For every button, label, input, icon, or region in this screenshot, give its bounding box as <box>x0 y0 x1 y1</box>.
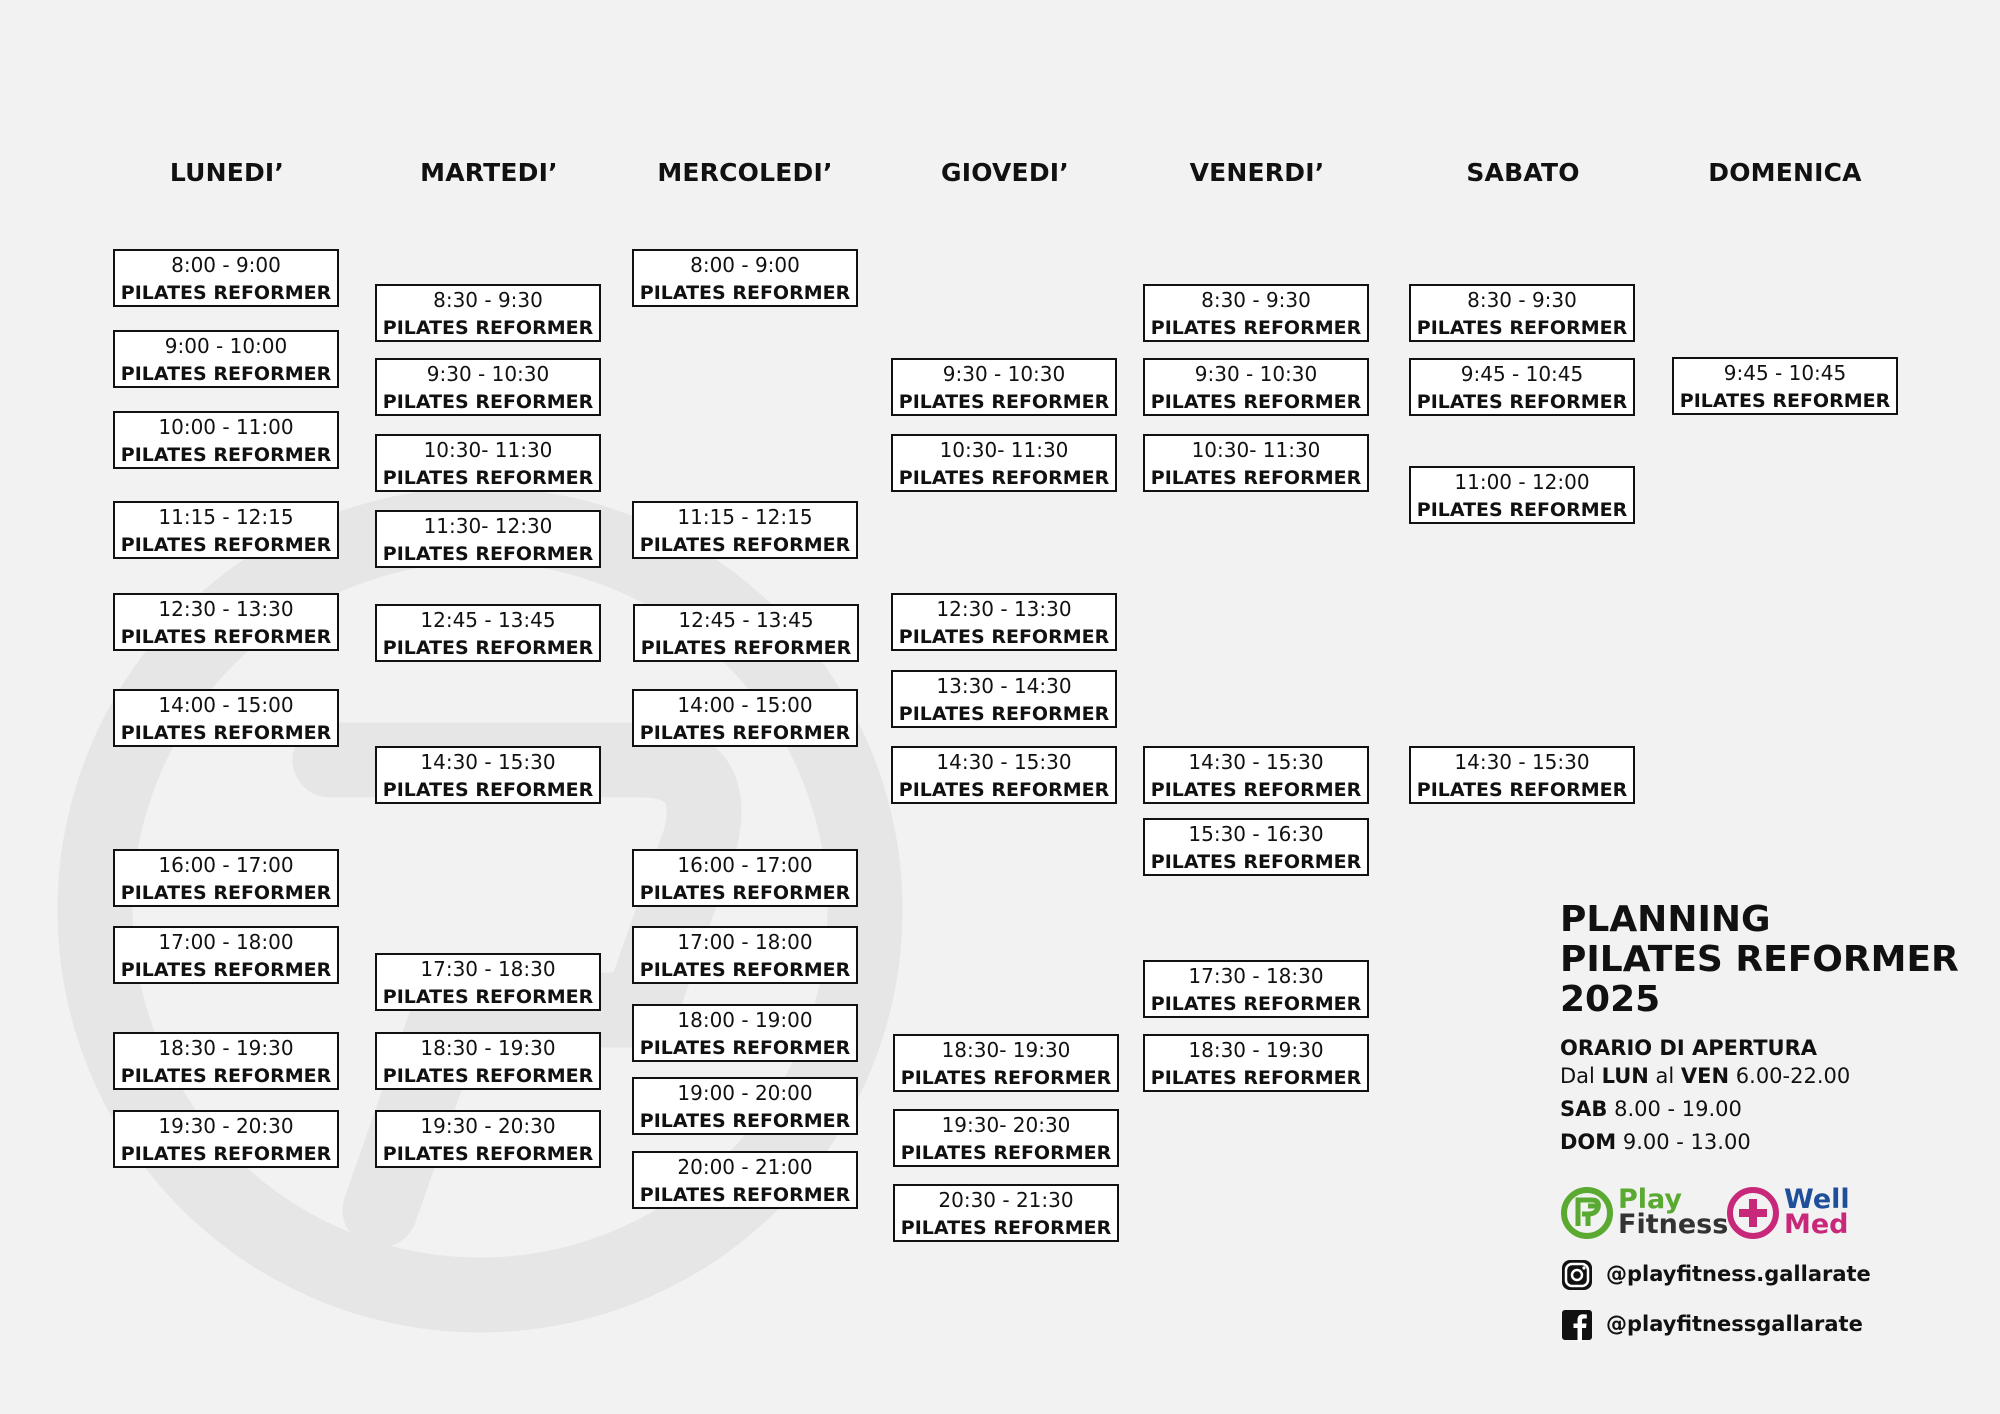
slot-time: 9:00 - 10:00 <box>164 334 288 358</box>
slot-time: 18:00 - 19:00 <box>677 1008 813 1032</box>
slot-class: PILATES REFORMER <box>898 391 1110 413</box>
class-slot <box>632 1004 858 1062</box>
slot-class: PILATES REFORMER <box>120 626 332 648</box>
slot-time: 12:45 - 13:45 <box>678 608 814 632</box>
slot-class: PILATES REFORMER <box>1679 390 1891 412</box>
day-header-giovedi: GIOVEDI’ <box>941 158 1069 187</box>
class-slot <box>632 249 858 307</box>
slot-class: PILATES REFORMER <box>900 1142 1112 1164</box>
instagram-handle[interactable] <box>1560 1258 1980 1294</box>
class-slot <box>1143 746 1369 804</box>
slot-time: 19:30 - 20:30 <box>158 1114 294 1138</box>
slot-class: PILATES REFORMER <box>120 1143 332 1165</box>
facebook-label: @playfitnessgallarate <box>1606 1312 1863 1336</box>
slot-time: 17:00 - 18:00 <box>158 930 294 954</box>
slot-class: PILATES REFORMER <box>639 1184 851 1206</box>
slot-time: 14:30 - 15:30 <box>1454 750 1590 774</box>
class-slot <box>632 1077 858 1135</box>
slot-class: PILATES REFORMER <box>120 882 332 904</box>
slot-class: PILATES REFORMER <box>898 467 1110 489</box>
slot-time: 18:30- 19:30 <box>941 1038 1071 1062</box>
slot-time: 18:30 - 19:30 <box>420 1036 556 1060</box>
class-slot <box>113 249 339 307</box>
planning-year: 2025 <box>1560 979 1661 1020</box>
saturday-label: SAB <box>1560 1097 1608 1121</box>
slot-class: PILATES REFORMER <box>382 543 594 565</box>
opening-hours-label: ORARIO DI APERTURA <box>1560 1036 1817 1060</box>
well-word: Well <box>1784 1184 1850 1215</box>
class-slot <box>1143 358 1369 416</box>
weekday-hours <box>1560 1060 1980 1093</box>
slot-class: PILATES REFORMER <box>120 722 332 744</box>
slot-time: 10:30- 11:30 <box>939 438 1069 462</box>
slot-time: 9:30 - 10:30 <box>426 362 550 386</box>
slot-time: 12:30 - 13:30 <box>158 597 294 621</box>
weekday-time: 6.00-22.00 <box>1735 1064 1851 1088</box>
class-slot <box>633 604 859 662</box>
slot-time: 8:30 - 9:30 <box>1467 288 1577 312</box>
slot-class: PILATES REFORMER <box>382 1143 594 1165</box>
slot-class: PILATES REFORMER <box>1416 499 1628 521</box>
slot-time: 17:30 - 18:30 <box>420 957 556 981</box>
slot-class: PILATES REFORMER <box>898 779 1110 801</box>
slot-time: 19:30- 20:30 <box>941 1113 1071 1137</box>
slot-class: PILATES REFORMER <box>639 882 851 904</box>
slot-time: 9:30 - 10:30 <box>1194 362 1318 386</box>
class-slot <box>891 746 1117 804</box>
slot-class: PILATES REFORMER <box>382 779 594 801</box>
slot-class: PILATES REFORMER <box>382 1065 594 1087</box>
slot-time: 12:45 - 13:45 <box>420 608 556 632</box>
slot-time: 19:00 - 20:00 <box>677 1081 813 1105</box>
class-slot <box>1672 357 1898 415</box>
play-word: Play <box>1618 1184 1683 1215</box>
slot-time: 16:00 - 17:00 <box>677 853 813 877</box>
class-slot <box>375 358 601 416</box>
sunday-time: 9.00 - 13.00 <box>1622 1130 1751 1154</box>
slot-time: 20:00 - 21:00 <box>677 1155 813 1179</box>
slot-time: 14:30 - 15:30 <box>1188 750 1324 774</box>
class-slot <box>113 593 339 651</box>
play-fitness-mark-icon <box>1560 1186 1614 1240</box>
slot-class: PILATES REFORMER <box>1150 779 1362 801</box>
slot-class: PILATES REFORMER <box>120 444 332 466</box>
slot-time: 18:30 - 19:30 <box>158 1036 294 1060</box>
slot-class: PILATES REFORMER <box>639 1110 851 1132</box>
slot-class: PILATES REFORMER <box>900 1067 1112 1089</box>
sunday-label: DOM <box>1560 1130 1617 1154</box>
slot-class: PILATES REFORMER <box>898 703 1110 725</box>
weekday-mid: al <box>1655 1064 1675 1088</box>
class-slot <box>1409 466 1635 524</box>
facebook-handle[interactable] <box>1560 1308 1980 1344</box>
slot-class: PILATES REFORMER <box>898 626 1110 648</box>
class-slot <box>375 284 601 342</box>
well-med-cross-icon <box>1726 1186 1780 1240</box>
slot-time: 14:00 - 15:00 <box>158 693 294 717</box>
weekday-prefix: Dal <box>1560 1064 1595 1088</box>
class-slot <box>113 1110 339 1168</box>
slot-time: 8:30 - 9:30 <box>1201 288 1311 312</box>
slot-class: PILATES REFORMER <box>120 282 332 304</box>
weekday-to: VEN <box>1680 1064 1730 1088</box>
slot-class: PILATES REFORMER <box>120 363 332 385</box>
day-header-lunedi: LUNEDI’ <box>169 158 285 187</box>
day-header-martedi: MARTEDI’ <box>420 158 558 187</box>
slot-time: 18:30 - 19:30 <box>1188 1038 1324 1062</box>
class-slot <box>632 689 858 747</box>
slot-class: PILATES REFORMER <box>120 534 332 556</box>
slot-class: PILATES REFORMER <box>639 282 851 304</box>
slot-time: 16:00 - 17:00 <box>158 853 294 877</box>
class-slot <box>113 1032 339 1090</box>
med-word: Med <box>1784 1209 1849 1240</box>
class-slot <box>891 358 1117 416</box>
class-slot <box>113 689 339 747</box>
slot-time: 9:30 - 10:30 <box>942 362 1066 386</box>
class-slot <box>1409 358 1635 416</box>
slot-time: 8:30 - 9:30 <box>433 288 543 312</box>
slot-time: 19:30 - 20:30 <box>420 1114 556 1138</box>
planning-info <box>1560 900 1980 1159</box>
slot-time: 9:45 - 10:45 <box>1460 362 1584 386</box>
slot-time: 8:00 - 9:00 <box>690 253 800 277</box>
slot-time: 9:45 - 10:45 <box>1723 361 1847 385</box>
slot-class: PILATES REFORMER <box>639 959 851 981</box>
slot-class: PILATES REFORMER <box>1150 467 1362 489</box>
saturday-hours <box>1560 1093 1980 1126</box>
day-header-mercoledi: MERCOLEDI’ <box>657 158 833 187</box>
class-slot <box>375 746 601 804</box>
slot-class: PILATES REFORMER <box>1150 317 1362 339</box>
slot-time: 8:00 - 9:00 <box>171 253 281 277</box>
slot-class: PILATES REFORMER <box>382 467 594 489</box>
slot-time: 10:30- 11:30 <box>423 438 553 462</box>
well-med-logo <box>1726 1180 1866 1250</box>
class-slot <box>632 849 858 907</box>
slot-time: 17:00 - 18:00 <box>677 930 813 954</box>
slot-class: PILATES REFORMER <box>382 637 594 659</box>
slot-time: 11:15 - 12:15 <box>677 505 813 529</box>
class-slot <box>375 1110 601 1168</box>
fitness-word: Fitness <box>1618 1209 1729 1240</box>
class-slot <box>893 1034 1119 1092</box>
slot-class: PILATES REFORMER <box>1416 391 1628 413</box>
saturday-time: 8.00 - 19.00 <box>1614 1097 1742 1121</box>
class-slot <box>1143 284 1369 342</box>
slot-class: PILATES REFORMER <box>1416 317 1628 339</box>
slot-class: PILATES REFORMER <box>382 391 594 413</box>
weekday-from: LUN <box>1601 1064 1649 1088</box>
class-slot <box>1409 284 1635 342</box>
slot-class: PILATES REFORMER <box>639 1037 851 1059</box>
class-slot <box>1143 818 1369 876</box>
slot-time: 10:00 - 11:00 <box>158 415 294 439</box>
class-slot <box>375 434 601 492</box>
class-slot <box>375 953 601 1011</box>
class-slot <box>113 330 339 388</box>
class-slot <box>893 1109 1119 1167</box>
slot-time: 15:30 - 16:30 <box>1188 822 1324 846</box>
class-slot <box>893 1184 1119 1242</box>
slot-time: 14:00 - 15:00 <box>677 693 813 717</box>
class-slot <box>1143 1034 1369 1092</box>
class-slot <box>891 670 1117 728</box>
class-slot <box>113 411 339 469</box>
class-slot <box>113 501 339 559</box>
slot-class: PILATES REFORMER <box>900 1217 1112 1239</box>
sunday-hours <box>1560 1126 1980 1159</box>
slot-class: PILATES REFORMER <box>382 986 594 1008</box>
class-slot <box>632 1151 858 1209</box>
slot-time: 10:30- 11:30 <box>1191 438 1321 462</box>
facebook-icon <box>1560 1308 1594 1342</box>
slot-class: PILATES REFORMER <box>382 317 594 339</box>
slot-class: PILATES REFORMER <box>639 722 851 744</box>
slot-class: PILATES REFORMER <box>640 637 852 659</box>
slot-time: 20:30 - 21:30 <box>938 1188 1074 1212</box>
slot-class: PILATES REFORMER <box>1150 1067 1362 1089</box>
slot-time: 12:30 - 13:30 <box>936 597 1072 621</box>
slot-class: PILATES REFORMER <box>1416 779 1628 801</box>
slot-class: PILATES REFORMER <box>639 534 851 556</box>
slot-class: PILATES REFORMER <box>1150 391 1362 413</box>
day-header-domenica: DOMENICA <box>1708 158 1862 187</box>
class-slot <box>1143 960 1369 1018</box>
class-slot <box>113 926 339 984</box>
day-header-venerdi: VENERDI’ <box>1189 158 1325 187</box>
slot-class: PILATES REFORMER <box>1150 993 1362 1015</box>
slot-time: 11:00 - 12:00 <box>1454 470 1590 494</box>
play-fitness-logo <box>1560 1180 1730 1250</box>
instagram-icon <box>1560 1258 1594 1292</box>
slot-class: PILATES REFORMER <box>1150 851 1362 873</box>
slot-time: 14:30 - 15:30 <box>936 750 1072 774</box>
day-header-sabato: SABATO <box>1466 158 1580 187</box>
brand-logos <box>1560 1180 1980 1250</box>
slot-class: PILATES REFORMER <box>120 959 332 981</box>
slot-time: 17:30 - 18:30 <box>1188 964 1324 988</box>
class-slot <box>632 926 858 984</box>
slot-time: 11:15 - 12:15 <box>158 505 294 529</box>
slot-class: PILATES REFORMER <box>120 1065 332 1087</box>
planning-title: PLANNING <box>1560 899 1771 940</box>
class-slot <box>375 510 601 568</box>
class-slot <box>891 593 1117 651</box>
slot-time: 11:30- 12:30 <box>423 514 553 538</box>
class-slot <box>1143 434 1369 492</box>
slot-time: 13:30 - 14:30 <box>936 674 1072 698</box>
instagram-label: @playfitness.gallarate <box>1606 1262 1871 1286</box>
class-slot <box>1409 746 1635 804</box>
slot-time: 14:30 - 15:30 <box>420 750 556 774</box>
class-slot <box>113 849 339 907</box>
class-slot <box>375 604 601 662</box>
class-slot <box>891 434 1117 492</box>
class-slot <box>632 501 858 559</box>
planning-subtitle: PILATES REFORMER <box>1560 939 1959 980</box>
class-slot <box>375 1032 601 1090</box>
